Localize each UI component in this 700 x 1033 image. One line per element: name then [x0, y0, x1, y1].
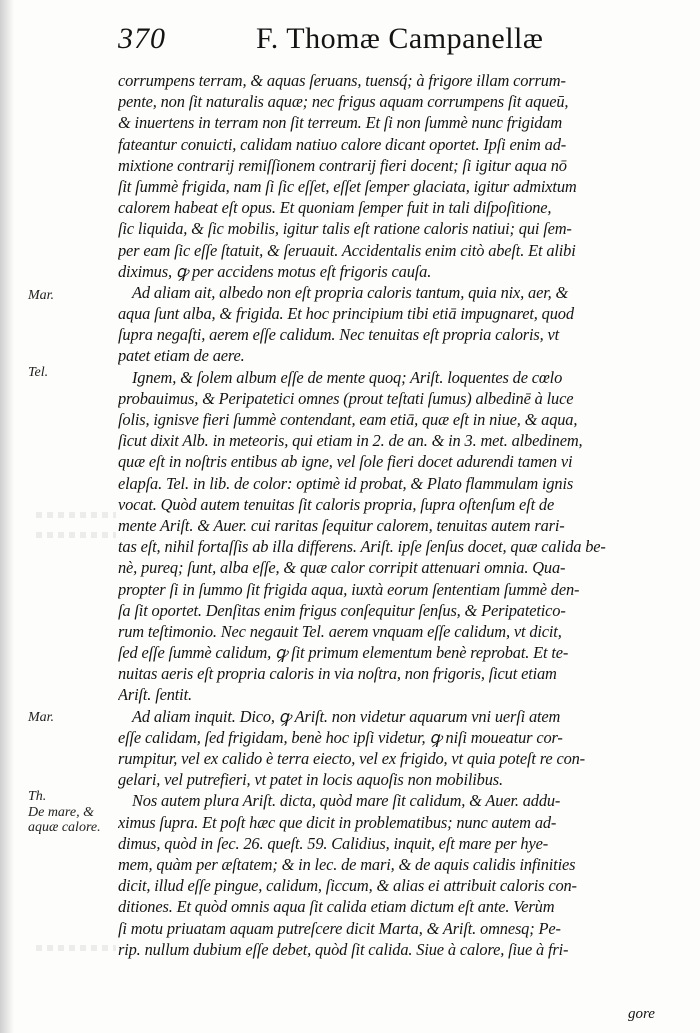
text-line: rumpitur, vel ex calido è terra eiecto, vel ex frigido, vt quia poteſt re con-: [118, 749, 585, 768]
text-line: ſi motu priuatam aquam putreſcere dicit Marta, & Ariſt. omnesq; Pe-: [118, 918, 561, 938]
text-line: pente, non ſit naturalis aquæ; nec frigus aquam corrumpens ſit aqueū,: [118, 92, 569, 112]
paragraph-start-line: Ignem, & ſolem album eſſe de mente quoq; Ariſt. loquentes de cœlo: [132, 367, 563, 387]
text-line: aqua ſunt alba, & frigida. Et hoc principium tibi etiā impugnaret, quod: [118, 304, 574, 324]
text-line: tas eſt, nihil fortaſſis ab illa differens. Ariſt. ipſe ſenſus docet, quæ calida be-: [118, 537, 606, 557]
running-head: [118, 22, 678, 62]
bleed-through-mark: [36, 512, 116, 518]
gutter-shadow: [0, 0, 14, 1033]
text-line: probauimus, & Peripatetici omnes (prout teſtati ſumus) albedinē à luce: [118, 388, 574, 408]
bleed-through-mark: [36, 532, 116, 538]
text-line: ſolis, ignisve fieri ſummè contendant, eam etiā, quæ eſt in niue, & aqua,: [118, 410, 578, 429]
text-line: ditiones. Et quòd omnis aqua ſit calida etiam dictum eſt ante. Verùm: [118, 897, 555, 917]
text-line: rum teſtimonio. Nec negauit Tel. aerem vnquam eſſe calidum, vt dicit,: [118, 621, 562, 641]
text-line: vocat. Quòd autem tenuitas ſit caloris propria, ſupra oſtenſum eſt de: [118, 494, 555, 514]
bleed-through-mark: [36, 945, 116, 951]
text-line: per eam ſic eſſe ſtatuit, & ſeruauit. Accidentalis enim citò abeſt. Et alibi: [118, 240, 576, 260]
text-line: fateantur conuicti, calidam natiuo calore dicant oportet. Ipſi enim ad-: [118, 134, 567, 154]
text-line: ſed eſſe ſummè calidum, ꝙ ſit primum elementum benè reprobat. Et te-: [118, 643, 569, 663]
page-number: 370: [118, 22, 166, 55]
text-line: dimus, quòd in ſec. 26. queſt. 59. Calidius, inquit, eſt mare per hye-: [118, 833, 549, 853]
body-text: [118, 70, 678, 960]
text-line: mixtione contrarij remiſſionem contrarij fieri docent; ſi igitur aqua nō: [118, 155, 567, 175]
text-line: ſic liquida, & ſic mobilis, igitur talis eſt ratione caloris natiui; qui ſem-: [118, 219, 572, 239]
paragraph-start-line: Nos autem plura Ariſt. dicta, quòd mare ſit calidum, & Auer. addu-: [132, 791, 561, 811]
catchword: gore: [628, 1006, 655, 1022]
text-line: mente Ariſt. & Auer. cui raritas ſequitur calorem, tenuitas autem rari-: [118, 515, 565, 535]
text-line: & inuertens in terram non ſit terreum. Et ſi non ſummè nunc frigidam: [118, 113, 562, 133]
text-line: patet etiam de aere.: [118, 346, 245, 366]
paragraph-start-line: Ad aliam inquit. Dico, ꝙ Ariſt. non videtur aquarum vni uerſi atem: [132, 706, 561, 726]
text-line: ſupra negaſti, aerem eſſe calidum. Nec tenuitas eſt propria caloris, vt: [118, 325, 560, 345]
text-line: ſit ſummè frigida, nam ſi ſic eſſet, eſſet ſemper glaciata, igitur admixtum: [118, 176, 577, 196]
margin-note-th: Th.: [28, 789, 47, 804]
text-line: ſicut dixit Alb. in meteoris, qui etiam in 2. de an. & in 3. met. albedinem,: [118, 431, 583, 451]
text-line: rip. nullum dubium eſſe debet, quòd ſit calida. Siue à calore, ſiue à fri-: [118, 939, 569, 959]
margin-note-de-mare: De mare, & aquæ calore.: [28, 805, 101, 835]
text-line: quæ eſt in noſtris entibus ab igne, vel ſole fieri docet adurendi tamen vi: [118, 452, 573, 472]
text-line: diximus, ꝙ per accidens motus eſt frigoris cauſa.: [118, 261, 432, 281]
header-title: F. Thomæ Campanellæ: [256, 22, 544, 55]
text-line: elapſa. Tel. in lib. de color: optimè id probat, & Plato flammulam ignis: [118, 473, 574, 493]
paragraph-start-line: Ad aliam ait, albedo non eſt propria caloris tantum, quia nix, aer, &: [132, 282, 569, 302]
text-line: nè, pureq; ſunt, alba eſſe, & quæ calor corripit attenuari omnia. Qua-: [118, 558, 566, 578]
margin-note-mar-2: Mar.: [28, 710, 55, 725]
text-line: ſa ſit oportet. Denſitas enim frigus conſequitur ſenſus, & Peripatetico-: [118, 600, 566, 620]
text-line: eſſe calidam, ſed frigidam, benè hoc ipſi videtur, ꝙ niſi moueatur cor-: [118, 727, 563, 747]
text-line: mem, quàm per æſtatem; & in lec. de mari, & de aquis calidis infinities: [118, 854, 576, 874]
text-line: corrumpens terram, & aquas ſeruans, tuensq́; à frigore illam corrum-: [118, 71, 566, 90]
text-line: nuitas aeris eſt propria caloris in via noſtra, non frigoris, ſicut etiam: [118, 664, 557, 684]
text-line: propter ſi in ſummo ſit frigida aqua, iuxtà eorum ſententiam ſummè den-: [118, 579, 580, 599]
text-line: dicit, illud eſſe pingue, calidum, ſiccum, & alias ei attribuit caloris con-: [118, 876, 577, 896]
text-line: gelari, vel putrefieri, vt patet in locis aquoſis non mobilibus.: [118, 770, 503, 790]
margin-note-mar: Mar.: [28, 288, 55, 303]
margin-note-tel: Tel.: [28, 365, 49, 380]
text-line: calorem habeat eſt opus. Et quoniam ſemper fuit in tali diſpoſitione,: [118, 198, 552, 218]
text-line: Ariſt. ſentit.: [118, 685, 192, 705]
text-line: ximus ſupra. Et poſt hæc que dicit in problematibus; nunc autem ad-: [118, 812, 557, 832]
